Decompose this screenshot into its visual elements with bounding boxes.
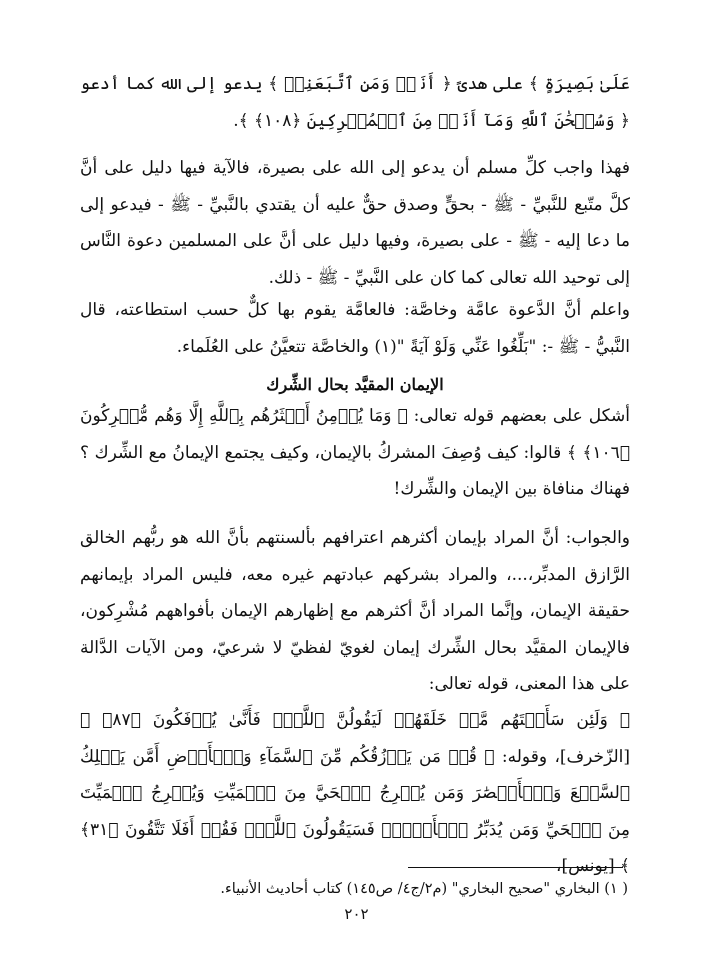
footnote-divider [408, 867, 623, 868]
paragraph-2: فهذا واجب كلِّ مسلم أن يدعو إلى الله على بصيرة، فالآية فيها دليل على أنَّ كلَّ متّبع للنَّبيِّ - ﷺ - بحقٍّ وصدق حقٌّ عليه أن يقتدي بالنَّبيِّ - ﷺ - فيدعو إلى ما دعا إليه - ﷺ - على بصيرة، وفيها دليل على أنَّ على المسلمين دعوة النَّاس إلى توحيد الله تعالى كما كان على النَّبيِّ - ﷺ - ذلك. [80, 158, 630, 288]
section-heading: الإيمان المقيَّد بحال الشِّرك [266, 375, 444, 394]
paragraph-1: عَلَىٰ بَصِيرَةٍ ﴾ على هدىً ﴿ أَنَا۠ وَمَنِ ٱتَّبَعَنِيۖ ﴾ يدعو إلى الله كما أدعو ﴿ وَسُبۡحَٰنَ ٱللَّهِ وَمَآ أَنَا۠ مِنَ ٱلۡمُشۡرِكِينَ ﴿١٠٨﴾ ﴾. [80, 74, 630, 131]
page-number: ٢٠٢ [344, 905, 369, 923]
footnote: ( ١) البخاري "صحيح البخاري" (م٢/ج٤/ ص١٤٥) كتاب أحاديث الأنبياء. [220, 881, 628, 897]
paragraph-4: أشكل على بعضهم قوله تعالى: ﴿ وَمَا يُؤۡمِنُ أَكۡثَرُهُم بِٱللَّهِ إِلَّا وَهُم مُّشۡرِكُونَ ﴿١٠٦﴾ ﴾ قالوا: كيف وُصِفَ المشركُ بالإيمان، وكيف يجتمع الإيمانُ مع الشِّرك ؟ فهناك منافاة بين الإيمان والشِّرك! [80, 406, 630, 499]
paragraph-5: والجواب: أنَّ المراد بإيمان أكثرهم اعترافهم بألسنتهم بأنَّ الله هو ربُّهم الخالق الرَّازق المدبِّر،...، والمراد بشركهم عبادتهم غيره معه، فليس المراد بإيمانهم حقيقة الإيمان، وإنَّما المراد أنَّ أكثرهم مع إظهارهم الإيمان بأفواههم مُشْرِكون، فالإيمان المقيَّد بحال الشِّرك إيمان لغويّ لفظيّ لا شرعيّ، ومن الآيات الدَّالة على هذا المعنى، قوله تعالى: [80, 528, 630, 694]
paragraph-3: واعلم أنَّ الدَّعوة عامَّة وخاصَّة: فالعامَّة يقوم بها كلٌّ حسب استطاعته، قال النَّبيُّ - ﷺ -: "بَلِّغُوا عَنِّي وَلَوْ آيَةً "(١) والخاصَّة تتعيَّنُ على العُلَماء. [80, 300, 630, 357]
paragraph-6: ﴿ وَلَئِن سَأَلۡتَهُم مَّنۡ خَلَقَهُمۡ لَيَقُولُنَّ ٱللَّهُۖ فَأَنَّىٰ يُؤۡفَكُونَ ﴿٨٧﴾ ﴾ [الزّخرف]، وقوله: ﴿ قُلۡ مَن يَرۡزُقُكُم مِّنَ ٱلسَّمَآءِ وَٱلۡأَرۡضِ أَمَّن يَمۡلِكُ ٱلسَّمۡعَ وَٱلۡأَبۡصَٰرَ وَمَن يُخۡرِجُ ٱلۡحَيَّ مِنَ ٱلۡمَيِّتِ وَيُخۡرِجُ ٱلۡمَيِّتَ مِنَ ٱلۡحَيِّ وَمَن يُدَبِّرُ ٱلۡأَمۡرَۚ فَسَيَقُولُونَ ٱللَّهُۚ فَقُلۡ أَفَلَا تَتَّقُونَ ﴿٣١﴾ ﴾ [يونس]، [80, 710, 631, 876]
